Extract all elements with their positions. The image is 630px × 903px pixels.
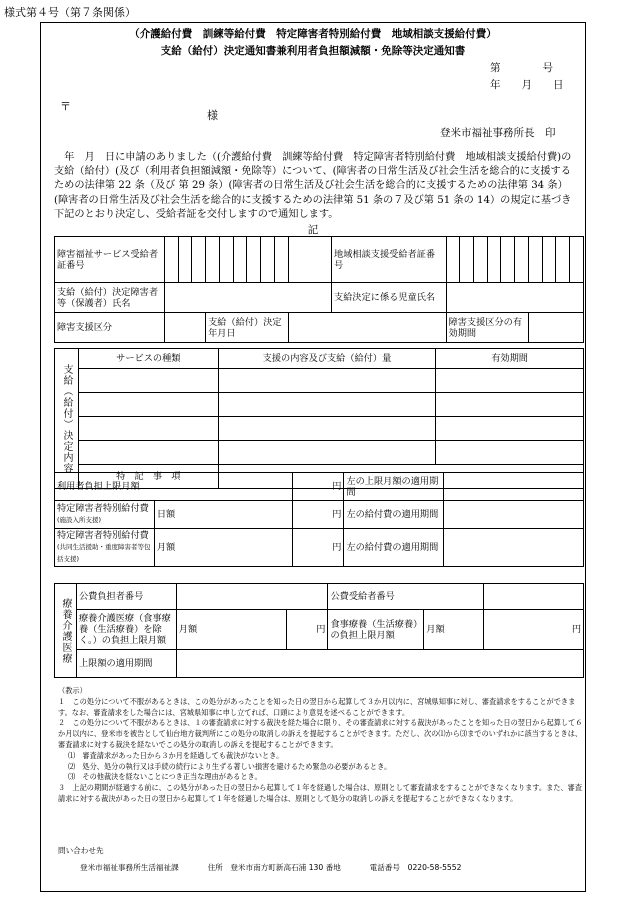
meal-yen: 円 [484, 610, 584, 650]
contact-phone: 電話番号 0220-58-5552 [369, 863, 462, 872]
note-0: （教示） [58, 686, 87, 695]
daily-yen: 円 [292, 501, 344, 529]
daily-label: 日額 [154, 501, 292, 529]
note-6: ３ 上記の期間が経過する前に、この処分があった日の翌日から起算して１年を経過した場合は、原則として審査請求をすることができなくなります。また、審査請求に対する裁決があった日の翌日から起算して１年を経過した場合は、原則として処分の取消しの訴えを提起することができなくなります。 [58, 783, 583, 803]
meal-monthly-label: 月額 [424, 610, 484, 650]
contact-line [80, 862, 461, 873]
medical-limit-period-label: 上限額の適用期間 [76, 650, 176, 678]
document-number: 第 号 [490, 62, 553, 74]
note-5: ⑶ その他裁決を経ないことにつき正当な理由があるとき。 [68, 772, 262, 782]
limit-table [54, 472, 584, 567]
col-service-content: 支援の内容及び支給（給付）量 [218, 349, 436, 369]
benefit-period-a-label: 左の給付費の適用期間 [344, 501, 444, 529]
svc-cert-no-label: 障害福祉サービス受給者証番号 [55, 237, 165, 283]
form-number: 様式第４号（第７条関係） [4, 6, 136, 19]
limit-period-label: 左の上限月額の適用期間 [344, 473, 444, 501]
contact-address: 住所 登米市南方町新高石浦 130 番地 [207, 863, 341, 872]
recipient-no-label: 公費受給者番号 [328, 584, 484, 610]
title-line2: 支給（給付）決定通知書兼利用者負担額減額・免除等決定通知書 [160, 45, 466, 57]
medical-table [54, 583, 584, 678]
child-name-value [446, 283, 583, 313]
col-service-period: 有効期間 [436, 349, 584, 369]
medical-yen: 円 [286, 610, 328, 650]
issuer: 登米市福祉事務所長 印 [440, 127, 556, 139]
ki-heading: 記 [307, 224, 319, 236]
class-valid-period-label: 障害支援区分の有効期間 [446, 313, 528, 343]
payer-no-label: 公費負担者番号 [76, 584, 176, 610]
note-2: ２ この処分について不服があるときは、１の審査請求に対する裁決を経た場合に限り、その審査請求に対する裁決があったことを知った日の翌日から起算して６か月以内に、登米市を被告として仙台地方裁判所にこの処分の取消しの訴えを提起することができます。ただし、次の⑴から⑶までのいずれかに該当するときは、審査請求に対する裁決を経ないでこの処分の取消しの訴えを提起することができます。 [58, 718, 583, 749]
medical-monthly-label: 月額 [176, 610, 286, 650]
title-line1: （介護給付費 訓練等給付費 特定障害者特別給付費 地域相談支援給付費） [129, 28, 497, 40]
decision-date-label: 支給（給付）決定年月日 [206, 313, 288, 343]
postal-mark: 〒 [60, 100, 71, 113]
monthly-limit-yen: 円 [292, 473, 344, 501]
contact-label: 問い合わせ先 [58, 846, 104, 855]
meal-limit-label: 食事療養（生活療養）の負担上限月額 [328, 610, 424, 650]
special-a-label: 特定障害者特別給付費 (施設入所支援) [55, 501, 155, 529]
guardian-name-value [164, 283, 331, 313]
child-name-label: 支給決定に係る児童氏名 [332, 283, 447, 313]
consult-cert-no-label: 地域相談支援受給者証番号 [332, 237, 447, 283]
medical-side-label: 療養介護医療 [55, 584, 77, 678]
decision-date-value [288, 313, 446, 343]
document-date: 年 月 日 [490, 79, 564, 91]
notice-body: 年 月 日に申請のありました（(介護給付費 訓練等給付費 特定障害者特別給付費 地域相談支援給付費)の支給（給付）(及び（利用者負担額減額・免除等）について、(障害者の日常生活及び社会生活を総合的に支援するための法律第 22 条（及び 第 29 条）(障害者の日常生活及び社会生活を総合的に支援するための法律第 34 条）(障害者の日常生活及び社会生活を総合的に支援するための法律第 51 条の７及び第 51 条の 14）の規定に基づき下記のとおり決定し、受給者証を交付しますので通知します。 [54, 152, 572, 220]
benefit-period-b-label: 左の給付費の適用期間 [344, 529, 444, 567]
note-3: ⑴ 審査請求があった日から３か月を経過しても裁決がないとき。 [68, 750, 284, 760]
special-notes-label: 特 記 事 項 [78, 465, 218, 489]
note-4: ⑵ 処分、処分の執行又は手続の続行により生ずる著しい損害を避けるため緊急の必要があるとき。 [68, 761, 392, 771]
special-b-label: 特定障害者特別給付費 (共同生活援助・重度障害者等包括支援) [55, 529, 155, 567]
service-table [54, 348, 584, 489]
medical-limit-label: 療養介護医療（食事療養（生活療養）を除く。）の負担上限月額 [76, 610, 176, 650]
service-side-label: 支給（給付）決定内容 [55, 349, 79, 489]
monthly-label: 月額 [154, 529, 292, 567]
contact-office: 登米市福祉事務所生活福祉課 [80, 863, 179, 872]
guardian-name-label: 支給（給付）決定障害者等（保護者）氏名 [55, 283, 165, 313]
disability-class-label: 障害支援区分 [55, 313, 165, 343]
addressee-suffix: 様 [207, 109, 218, 122]
monthly-limit-label: 利用者負担上限月額 [55, 473, 293, 501]
note-1: １ この処分について不服があるときは、この処分があったことを知った日の翌日から起算して３か月以内に、宮城県知事に対し、審査請求をすることができます。なお、審査請求をした場合には、宮城県知事に申し立てれば、口頭により意見を述べることができます。 [58, 696, 576, 717]
monthly-yen: 円 [292, 529, 344, 567]
notes [58, 686, 584, 805]
col-service-type: サービスの種類 [78, 349, 218, 369]
recipient-table [54, 236, 584, 343]
